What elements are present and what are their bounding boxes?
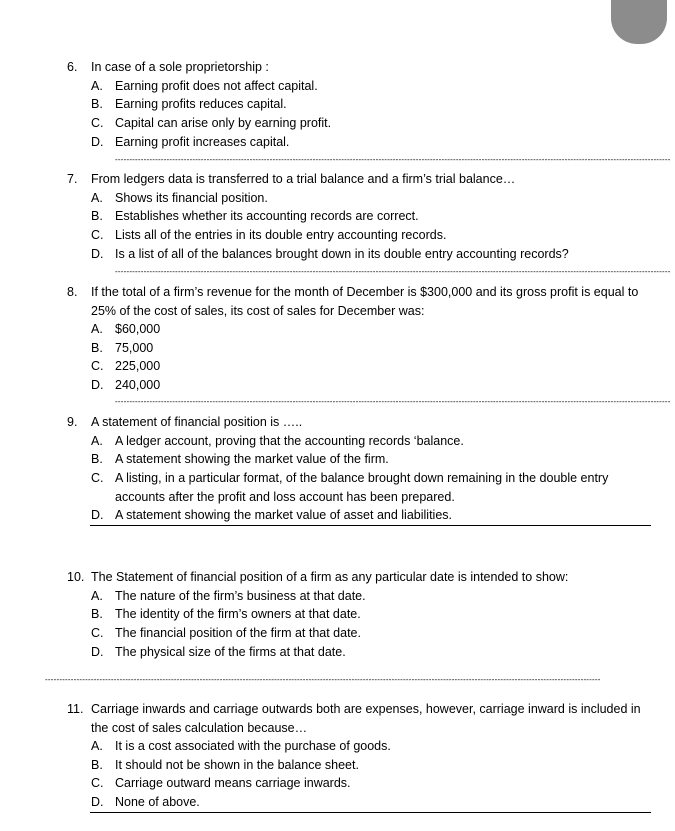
option-d: D. Earning profit increases capital. xyxy=(91,134,290,149)
page-corner-tab xyxy=(611,0,667,44)
separator-dashes: -------------------------------------------------------------------------------------------------------------------------------------------------------------------------------------------------- xyxy=(115,397,671,406)
option-b: B. Earning profits reduces capital. xyxy=(91,97,287,112)
question-text: From ledgers data is transferred to a trial balance and a firm’s trial balance… xyxy=(91,172,516,186)
option-c: C. A listing, in a particular format, of the balance brought down remaining in the double entry accounts after the profit and loss account has been prepared. xyxy=(91,470,609,504)
question-text: A statement of financial position is ….. xyxy=(91,415,303,429)
question-11 xyxy=(67,700,652,812)
option-a: A. $60,000 xyxy=(91,322,161,336)
option-d: D. None of above. xyxy=(91,795,200,810)
option-b: B. A statement showing the market value of the firm. xyxy=(91,452,389,467)
option-c: C. Carriage outward means carriage inwards. xyxy=(91,776,351,791)
separator-dashes: -------------------------------------------------------------------------------------------------------------------------------------------------------------------------------------------------- xyxy=(115,267,671,276)
option-a: A. A ledger account, proving that the accounting records ‘balance. xyxy=(91,433,464,448)
question-number: 10. xyxy=(67,570,85,584)
question-8 xyxy=(67,283,652,395)
question-number: 11. xyxy=(67,702,84,716)
option-c: C. Lists all of the entries in its double entry accounting records. xyxy=(91,227,447,242)
option-d: D. A statement showing the market value of asset and liabilities. xyxy=(91,508,452,523)
option-d: D. The physical size of the firms at that date. xyxy=(91,644,346,659)
option-a: A. Shows its financial position. xyxy=(91,190,268,205)
question-6 xyxy=(67,58,652,151)
question-text: In case of a sole proprietorship : xyxy=(91,60,269,74)
option-b: B. The identity of the firm’s owners at that date. xyxy=(91,607,361,622)
separator-dashes: -------------------------------------------------------------------------------------------------------------------------------------------------------------------------------------------------- xyxy=(45,675,601,684)
option-a: A. The nature of the firm’s business at that date. xyxy=(91,588,366,603)
question-number: 8. xyxy=(67,285,78,299)
option-a: A. Earning profit does not affect capital. xyxy=(91,78,318,93)
question-text: Carriage inwards and carriage outwards both are expenses, however, carriage inward is included in the cost of sales calculation because… xyxy=(91,702,641,735)
question-number: 7. xyxy=(67,172,78,186)
option-a: A. It is a cost associated with the purchase of goods. xyxy=(91,739,391,753)
question-text: If the total of a firm’s revenue for the month of December is $300,000 and its gross profit is equal to 25% of the cost of sales, its cost of sales for December was: xyxy=(91,285,639,318)
separator-dashes: -------------------------------------------------------------------------------------------------------------------------------------------------------------------------------------------------- xyxy=(115,155,671,164)
question-text: The Statement of financial position of a firm as any particular date is intended to show: xyxy=(91,570,569,584)
question-number: 6. xyxy=(67,60,78,74)
question-10 xyxy=(67,568,652,661)
option-c: C. 225,000 xyxy=(91,359,161,374)
divider-line xyxy=(90,525,651,526)
option-b: B. Establishes whether its accounting records are correct. xyxy=(91,209,419,224)
question-7 xyxy=(67,170,652,263)
option-d: D. 240,000 xyxy=(91,378,161,393)
question-9 xyxy=(67,413,652,525)
option-c: C. Capital can arise only by earning profit. xyxy=(91,115,332,130)
option-c: C. The financial position of the firm at that date. xyxy=(91,625,361,640)
option-d: D. Is a list of all of the balances brought down in its double entry accounting records? xyxy=(91,246,569,261)
option-b: B. It should not be shown in the balance sheet. xyxy=(91,757,359,772)
option-b: B. 75,000 xyxy=(91,340,154,355)
question-number: 9. xyxy=(67,415,78,429)
divider-line xyxy=(90,812,651,813)
